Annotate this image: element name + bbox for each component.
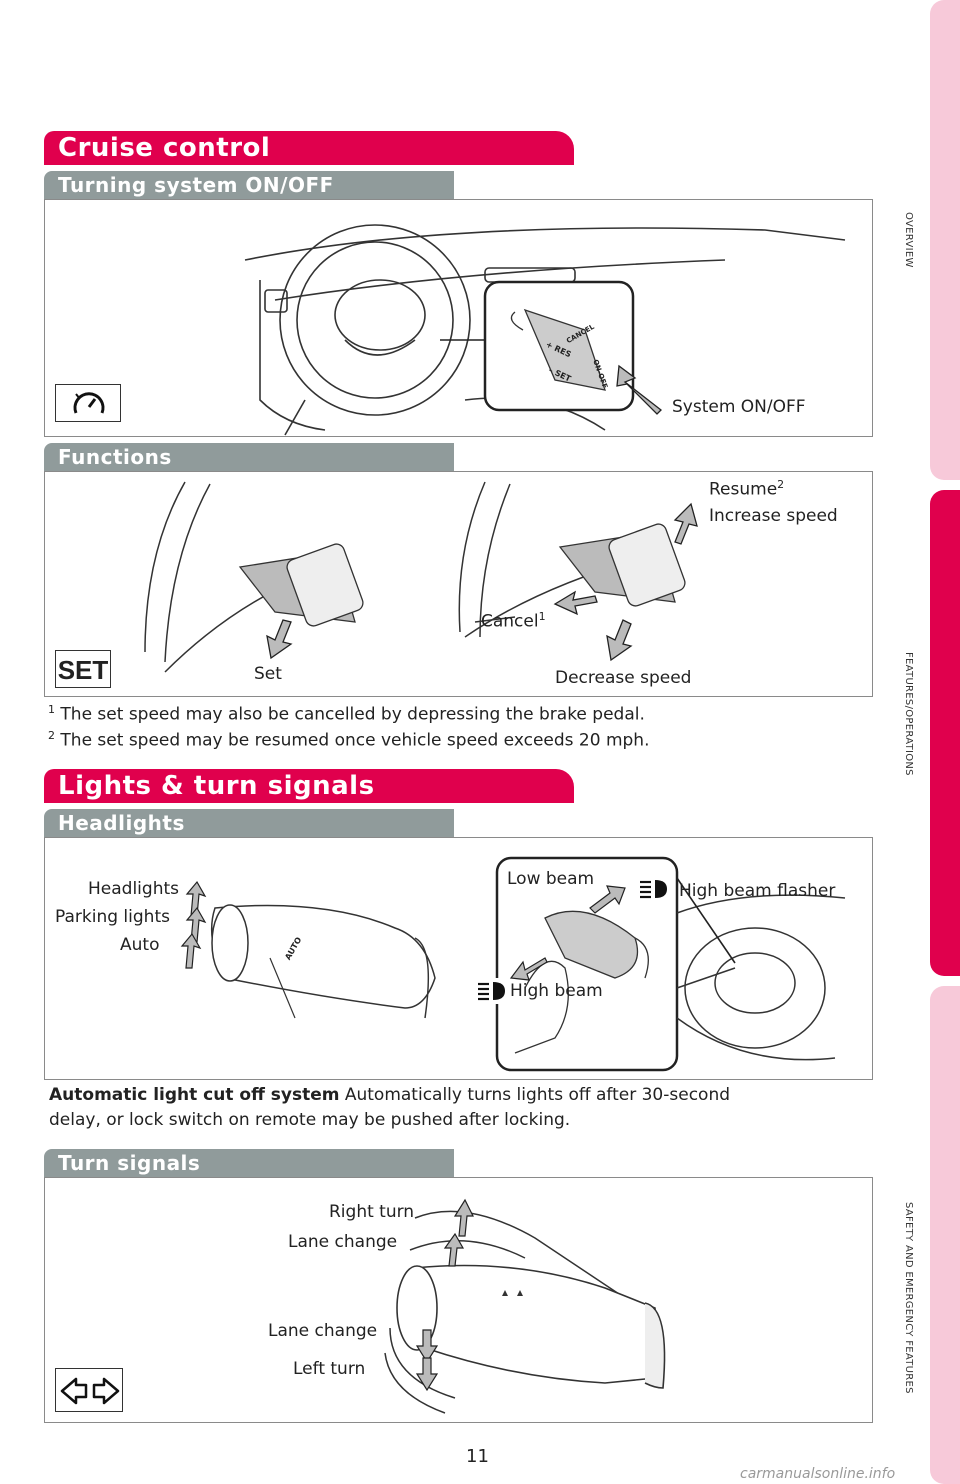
- panel-functions: [44, 471, 873, 697]
- auto-cut-line1: [49, 1085, 730, 1105]
- headlights-illustration: [45, 838, 874, 1081]
- label-system-on-off: System ON/OFF: [672, 397, 806, 417]
- lever-text-auto: AUTO: [283, 935, 304, 962]
- label-decrease-speed: Decrease speed: [555, 668, 692, 688]
- footnote-2-text: The set speed may be resumed once vehicle speed exceeds 20 mph.: [60, 730, 650, 751]
- label-resume-text: Resume: [709, 479, 778, 500]
- auto-cut-bold: Automatic light cut off system: [49, 1085, 340, 1105]
- footnote-1-text: The set speed may also be cancelled by depressing the brake pedal.: [60, 704, 645, 725]
- label-cancel-sup: 1: [538, 610, 546, 623]
- label-headlights: Headlights: [88, 879, 179, 899]
- auto-cut-text1: Automatically turns lights off after 30-second: [339, 1085, 731, 1105]
- side-tab-safety[interactable]: [930, 986, 960, 1484]
- set-icon-text: SET: [57, 655, 109, 685]
- high-beam-icon: [637, 876, 671, 902]
- lever-text-cancel: CANCEL: [565, 322, 596, 346]
- label-low-beam: Low beam: [507, 869, 595, 889]
- label-right-turn: Right turn: [329, 1202, 415, 1222]
- footnote-2-num: 2: [48, 729, 55, 742]
- set-icon: [55, 650, 111, 688]
- label-left-turn: Left turn: [293, 1359, 366, 1379]
- auto-cut-line2: delay, or lock switch on remote may be pushed after locking.: [49, 1110, 571, 1130]
- section-title-lights: Lights & turn signals: [44, 769, 574, 803]
- label-high-beam: High beam: [510, 981, 603, 1001]
- label-lane-change-up: Lane change: [288, 1232, 398, 1252]
- turn-signals-illustration: [45, 1178, 874, 1424]
- watermark: carmanualsonline.info: [740, 1466, 896, 1482]
- footnote-2: [48, 729, 650, 751]
- label-parking-lights: Parking lights: [55, 907, 170, 927]
- label-resume: [709, 478, 784, 500]
- footnote-1: [48, 703, 645, 725]
- label-cancel: [481, 610, 546, 632]
- page-number: 11: [466, 1446, 489, 1467]
- label-resume-sup: 2: [777, 478, 785, 491]
- footnote-1-num: 1: [48, 703, 55, 716]
- lever-text-set: – SET: [547, 365, 573, 384]
- lever-text-res: + RES: [544, 339, 573, 360]
- label-increase-speed: Increase speed: [709, 506, 838, 526]
- subheading-headlights: Headlights: [44, 809, 454, 837]
- subheading-turning-system: Turning system ON/OFF: [44, 171, 454, 199]
- side-label-features: FEATURES/OPERATIONS: [903, 652, 914, 776]
- side-label-overview: OVERVIEW: [903, 212, 914, 268]
- section-title-cruise-control: Cruise control: [44, 131, 574, 165]
- cruise-control-icon: [55, 384, 121, 422]
- label-high-beam-flasher: High beam flasher: [679, 881, 836, 901]
- turn-signal-icon: [55, 1368, 123, 1412]
- side-tab-features[interactable]: [930, 490, 960, 976]
- lever-text-onoff: ON-OFF: [591, 358, 610, 390]
- high-beam-icon-lower: [475, 978, 509, 1004]
- label-lane-change-down: Lane change: [268, 1321, 378, 1341]
- label-cancel-text: Cancel: [481, 611, 539, 632]
- subheading-functions: Functions: [44, 443, 454, 471]
- side-label-safety: SAFETY AND EMERGENCY FEATURES: [903, 1202, 914, 1394]
- panel-headlights: [44, 837, 873, 1080]
- panel-turning-system: [44, 199, 873, 437]
- side-tab-overview[interactable]: [930, 0, 960, 480]
- label-auto: Auto: [120, 935, 160, 955]
- subheading-turn-signals: Turn signals: [44, 1149, 454, 1177]
- label-set: Set: [254, 664, 282, 684]
- panel-turn-signals: [44, 1177, 873, 1423]
